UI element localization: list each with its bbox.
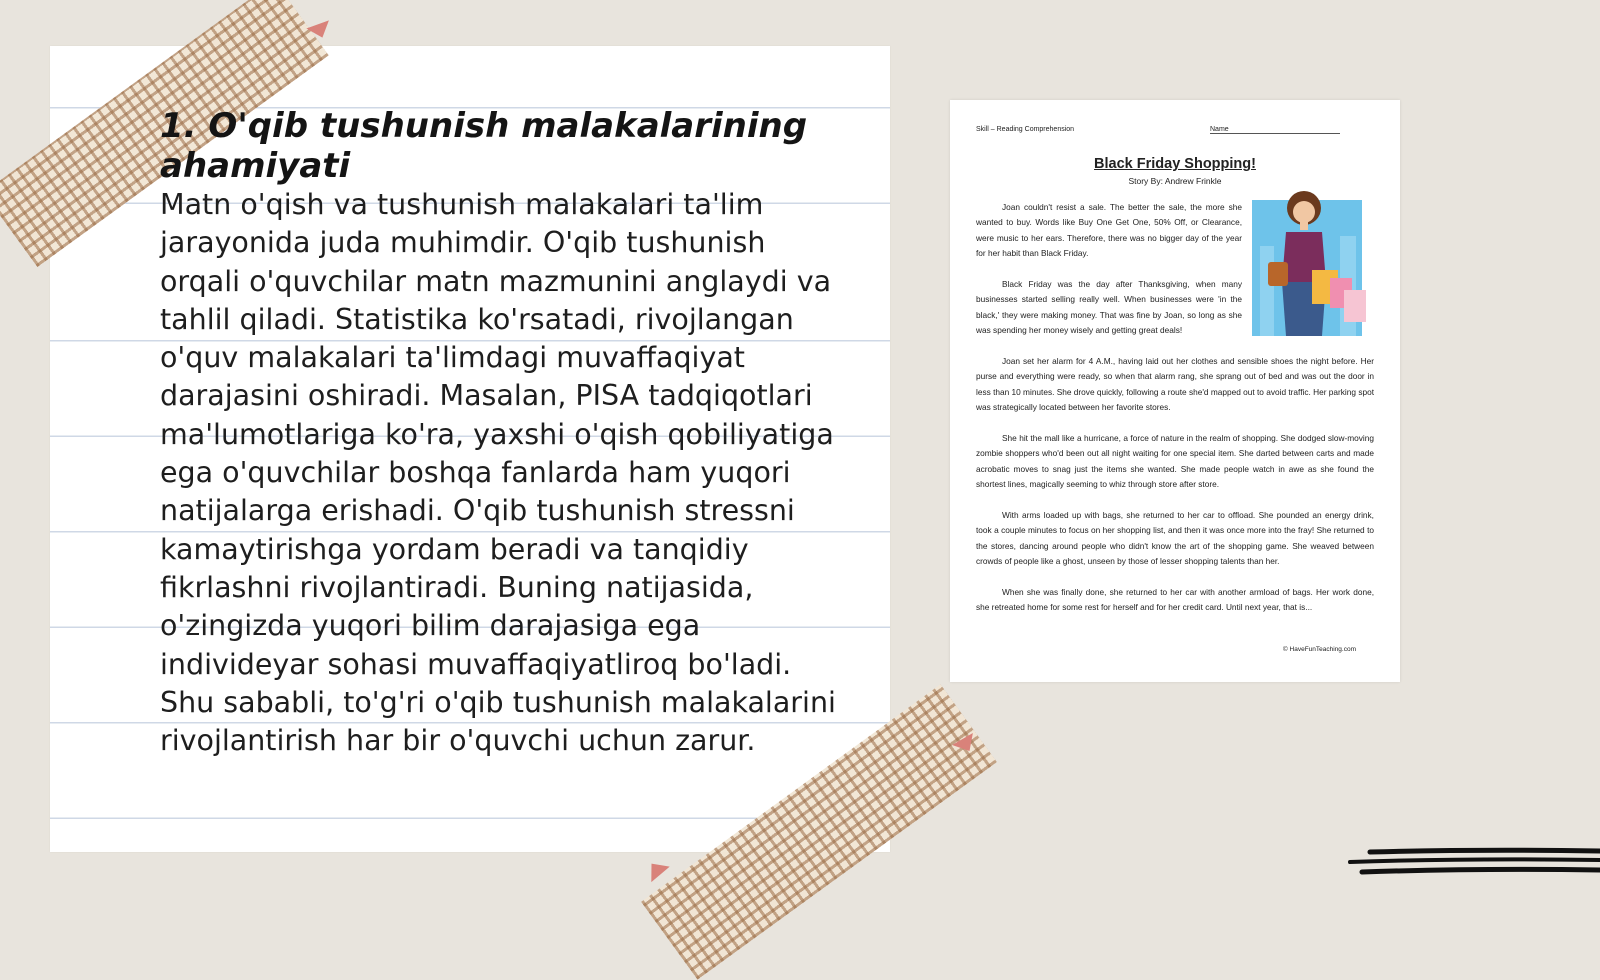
slide-title: 1. O'qib tushunish malakalarining ahamiyati <box>160 106 808 186</box>
brush-strokes-icon <box>1340 846 1600 886</box>
pin-icon <box>642 856 669 882</box>
shopper-illustration-icon <box>1252 186 1376 346</box>
worksheet-copyright: © HaveFunTeaching.com <box>1282 646 1356 653</box>
worksheet-paragraph: Black Friday was the day after Thanksgiving, when many businesses started selling really well. When businesses were 'in the black,' they were making money. That was fine by Joan, so long as she was spending her money wisely and getting great deals! <box>976 279 1242 336</box>
worksheet-paragraph: She hit the mall like a hurricane, a force of nature in the realm of shopping. She dodged slow-moving zombie shoppers who'd been out all night waiting for one special item. She darted between carts and made acrobatic moves to snag just the items she wanted. She made people watch in awe as she found the shortest lines, magically seeming to whiz through store after store. <box>976 433 1374 490</box>
worksheet-name-label: Name <box>1210 126 1340 134</box>
worksheet-byline: Story By: Andrew Frinkle <box>1128 176 1222 186</box>
pin-icon <box>306 20 333 41</box>
worksheet-skill-label: Skill – Reading Comprehension <box>976 126 1075 133</box>
worksheet-title: Black Friday Shopping! <box>1094 156 1256 172</box>
slide-body-text: Matn o'qish va tushunish malakalari ta'lim jarayonida juda muhimdir. O'qib tushunish orqali o'quvchilar matn mazmunini anglaydi va tahlil qiladi. Statistika ko'rsatadi, rivojlangan o'quv malakalari ta'limdagi muvaffaqiyat darajasini oshiradi. Masalan, PISA tadqiqotlari ma'lumotlariga ko'ra, yaxshi o'qish qobiliyatiga ega o'quvchilar boshqa fanlarda ham yuqori natijalarga erishadi. O'qib tushunish stressni kamaytirishga yordam beradi va tanqidiy fikrlashni rivojlantiradi. Buning natijasida, o'zingizda yuqori bilim darajasiga ega individeyar sohasi muvaffaqiyatliroq bo'ladi. Shu sababli, to'g'ri o'qib tushunish malakalarini rivojlantirish har bir o'quvchi uchun zarur. <box>160 188 836 758</box>
worksheet-paragraph: Joan couldn't resist a sale. The better the sale, the more she wanted to buy. Words like Buy One Get One, 50% Off, or Clearance, were music to her ears. Therefore, there was no bigger day of the year for her habit than Black Friday. <box>976 202 1242 259</box>
worksheet-paragraph: Joan set her alarm for 4 A.M., having laid out her clothes and sensible shoes the night before. Her purse and everything were ready, so when that alarm rang, she sprang out of bed and was out the door in less than 10 minutes. She drove quickly, following a route she'd mapped out to avoid traffic. Her parking spot was strategically located between her favorite stores. <box>976 356 1374 413</box>
worksheet-paragraph: When she was finally done, she returned to her car with another armload of bags. Her work done, she retreated home for some rest for herself and for her credit card. Until next year, that is... <box>976 587 1374 613</box>
worksheet-paragraph: With arms loaded up with bags, she returned to her car to offload. She pounded an energy drink, took a couple minutes to focus on her shopping list, and then it was once more into the fray! She returned to the stores, dancing around people who didn't know the art of the shopping game. She weaved between crowds of people like a ghost, unseen by those of lesser shopping talents than her. <box>976 510 1374 567</box>
worksheet-image <box>950 100 1400 682</box>
